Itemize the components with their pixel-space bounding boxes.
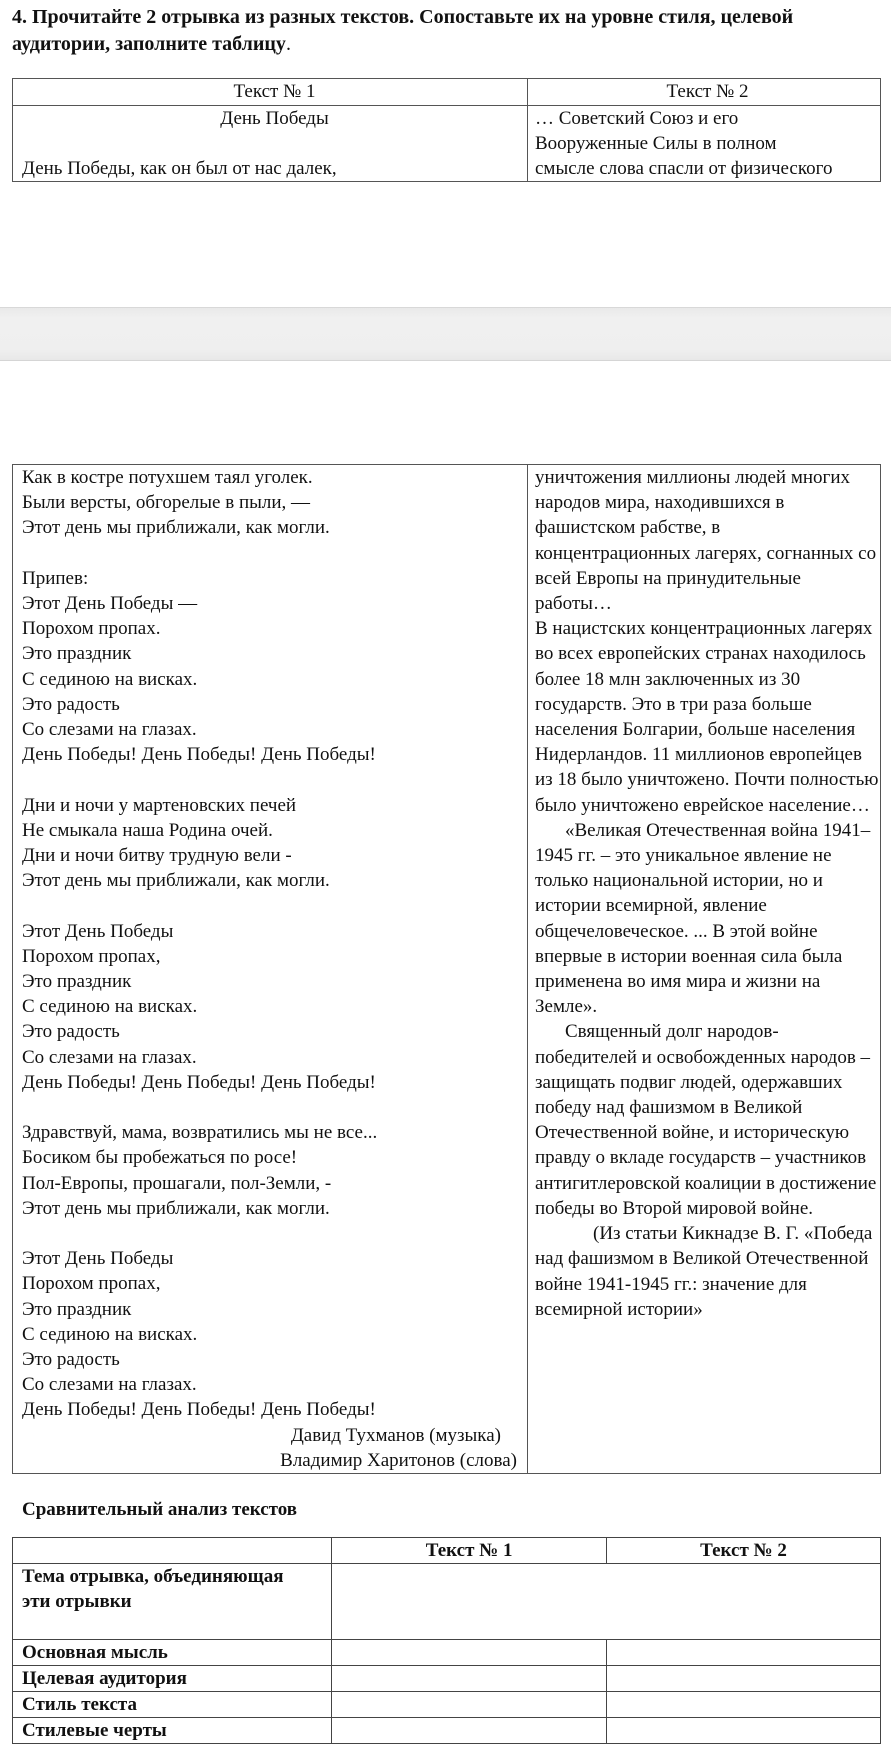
poem-line: С сединою на висках. <box>22 1323 198 1345</box>
analysis-row-style-features <box>13 1718 881 1744</box>
poem-line: Со слезами на глазах. <box>22 719 197 741</box>
credit-lyrics: Владимир Харитонов (слова) <box>280 1449 517 1471</box>
style-features-text2-cell[interactable] <box>607 1718 881 1744</box>
poem-line: Это радость <box>22 1021 120 1043</box>
poem-line: Со слезами на глазах. <box>22 1374 197 1396</box>
main-idea-text1-cell[interactable] <box>332 1640 607 1666</box>
poem-line: Этот День Победы <box>22 1248 174 1270</box>
style-features-text1-cell[interactable] <box>332 1718 607 1744</box>
poem-line: С сединою на висках. <box>22 668 198 690</box>
analysis-header-text2: Текст № 2 <box>607 1538 881 1564</box>
poem-line: Порохом пропах, <box>22 1273 161 1295</box>
blank-line <box>22 893 527 918</box>
style-text2-cell[interactable] <box>607 1692 881 1718</box>
source-table-row <box>13 465 881 1474</box>
poem-line: Это праздник <box>22 1298 132 1320</box>
blank-line <box>22 1221 527 1246</box>
text2-cell-page2 <box>528 465 881 1474</box>
text1-cell-page2 <box>13 465 528 1474</box>
analysis-header-empty <box>13 1538 332 1564</box>
source-table-header-row <box>13 79 881 106</box>
poem-line: Порохом пропах, <box>22 945 161 967</box>
blank-line <box>22 1095 527 1120</box>
page-break <box>0 307 891 361</box>
analysis-row-style <box>13 1692 881 1718</box>
poem-line: Дни и ночи битву трудную вели - <box>22 845 292 867</box>
poem-line: Дни и ночи у мартеновских печей <box>22 794 297 816</box>
poem-line: Этот День Победы <box>22 920 174 942</box>
poem-line: С сединою на висках. <box>22 996 198 1018</box>
poem-line: Пол-Европы, прошагали, пол-Земли, - <box>22 1172 332 1194</box>
article-line: Вооруженные Силы в полном <box>535 133 777 154</box>
poem-line: День Победы! День Победы! День Победы! <box>22 1399 376 1421</box>
blank-line <box>22 131 527 156</box>
source-table-row <box>13 106 881 182</box>
poem-line: Этот день мы приближали, как могли. <box>22 1197 330 1219</box>
poem-line: Порохом пропах. <box>22 618 161 640</box>
article-paragraph: Священный долг народов-победителей и освобожденных народов – защищать подвиг людей, одержавших победу над фашизмом в Великой Отечественной войне, и историческую правду о вкладе государств – участников антигитлеровской коалиции в достижение победы во Второй мировой войне. <box>535 1021 877 1219</box>
poem-line: День Победы! День Победы! День Победы! <box>22 744 376 766</box>
poem-line: Со слезами на глазах. <box>22 1046 197 1068</box>
style-text1-cell[interactable] <box>332 1692 607 1718</box>
analysis-header-text1: Текст № 1 <box>332 1538 607 1564</box>
poem-lines <box>22 465 527 1423</box>
song-title: День Победы <box>220 108 329 129</box>
poem-line: Это праздник <box>22 643 132 665</box>
analysis-title: Сравнительный анализ текстов <box>22 1499 298 1520</box>
poem-line: Босиком бы пробежаться по росе! <box>22 1147 298 1169</box>
audience-text1-cell[interactable] <box>332 1666 607 1692</box>
audience-text2-cell[interactable] <box>607 1666 881 1692</box>
task-heading <box>12 4 882 58</box>
analysis-row-main-idea <box>13 1640 881 1666</box>
topic-answer-cell[interactable] <box>332 1564 881 1640</box>
analysis-row-audience <box>13 1666 881 1692</box>
poem-line: Как в костре потухшем таял уголек. <box>22 467 313 488</box>
text2-cell-page1 <box>528 106 881 182</box>
article-line: смысле слова спасли от физического <box>535 158 833 179</box>
poem-line: Здравствуй, мама, возвратились мы не все... <box>22 1122 378 1144</box>
poem-line: Это радость <box>22 1349 120 1371</box>
header-text2: Текст № 2 <box>528 79 881 106</box>
poem-line: День Победы, как он был от нас далек, <box>22 158 337 179</box>
row-label-main-idea: Основная мысль <box>13 1640 332 1666</box>
analysis-table <box>12 1537 881 1744</box>
blank-line <box>22 767 527 792</box>
row-label-audience: Целевая аудитория <box>13 1666 332 1692</box>
article-paragraph: уничтожения миллионы людей многих народов мира, находившихся в фашистском рабстве, в концентрационных лагерях, согнанных со всей Европы на принудительные работы… <box>535 467 877 615</box>
main-idea-text2-cell[interactable] <box>607 1640 881 1666</box>
poem-line: Это радость <box>22 693 120 715</box>
analysis-header-row <box>13 1538 881 1564</box>
source-table-page1 <box>12 78 881 182</box>
poem-line: Этот день мы приближали, как могли. <box>22 517 330 539</box>
task-number: 4. <box>12 6 27 28</box>
poem-line: Не смыкала наша Родина очей. <box>22 819 273 841</box>
poem-line: Были версты, обгорелые в пыли, — <box>22 492 311 514</box>
credit-music: Давид Тухманов (музыка) <box>290 1424 501 1446</box>
article-line: … Советский Союз и его <box>535 108 739 129</box>
row-label-style-features: Стилевые черты <box>13 1718 332 1744</box>
task-end: . <box>285 33 291 55</box>
article-paragraph: В нацистских концентрационных лагерях во всех европейских странах находилось более 18 млн заключенных из 30 государств. Это в три раза больше населения Болгарии, больше населения Нидерландов. 11 миллионов европейцев из 18 было уничтожено. Почти полностью было уничтожено еврейское население… <box>535 618 879 816</box>
analysis-row-topic <box>13 1564 881 1640</box>
poem-line: Припев: <box>22 567 89 589</box>
source-table-page2 <box>12 464 881 1474</box>
task-text: Прочитайте 2 отрывка из разных текстов. Сопоставьте их на уровне стиля, целевой аудитории, заполните таблицу <box>12 6 794 55</box>
row-label-style: Стиль текста <box>13 1692 332 1718</box>
poem-line: Этот день мы приближали, как могли. <box>22 870 330 892</box>
poem-line: Этот День Победы — <box>22 593 198 614</box>
poem-line: День Победы! День Победы! День Победы! <box>22 1071 376 1093</box>
text1-cell-page1 <box>13 106 528 182</box>
article-source: (Из статьи Кикнадзе В. Г. «Победа над фашизмом в Великой Отечественной войне 1941-1945 гг.: значение для всемирной истории» <box>535 1223 873 1320</box>
row-label-topic: Тема отрывка, объединяющая эти отрывки <box>13 1564 332 1640</box>
poem-line: Это праздник <box>22 971 132 993</box>
header-text1: Текст № 1 <box>13 79 528 106</box>
article-quote: «Великая Отечественная война 1941–1945 гг. – это уникальное явление не только национальной истории, но и истории всемирной, явление общечеловеческое. ... В этой войне впервые в истории военная сила была применена во имя мира и жизни на Земле». <box>535 819 871 1018</box>
blank-line <box>22 541 527 566</box>
